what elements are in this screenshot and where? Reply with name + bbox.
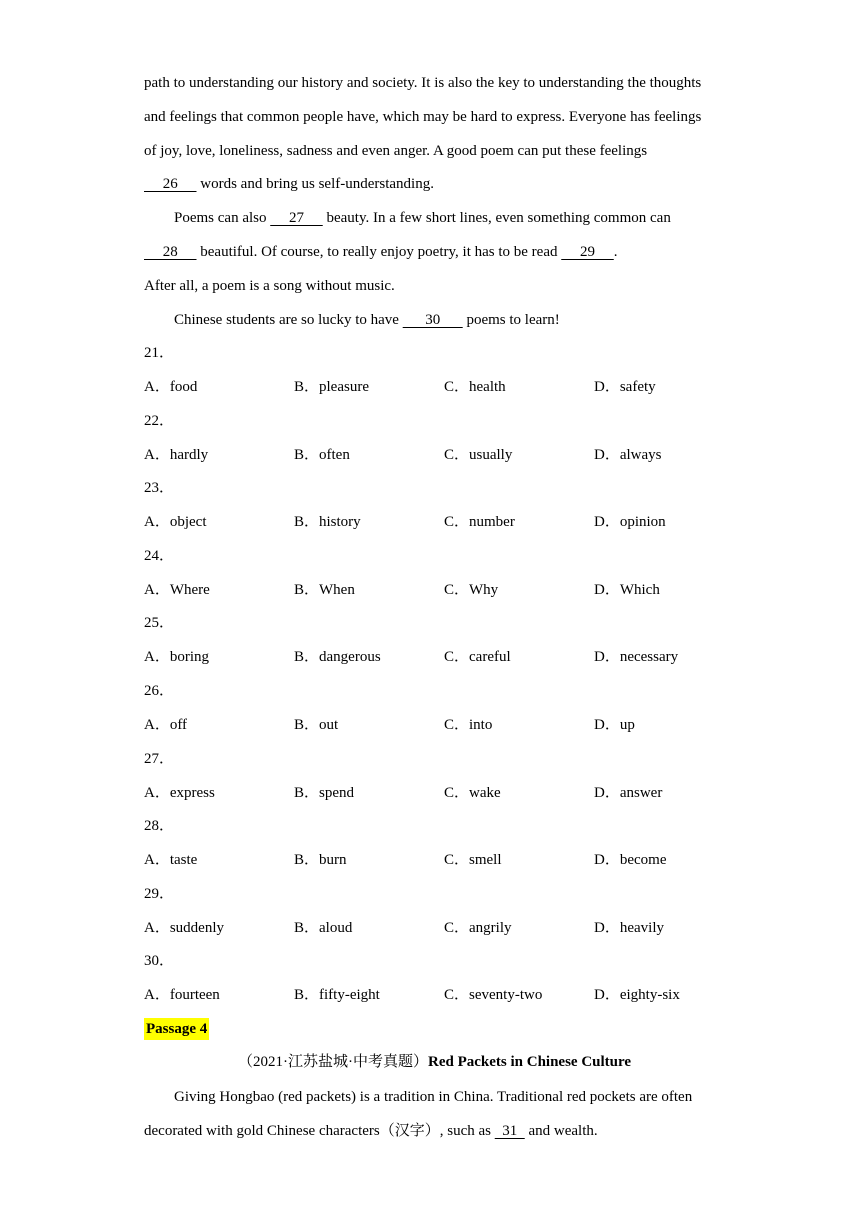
option-b[interactable]: B．pleasure bbox=[294, 379, 369, 395]
option-a[interactable]: A．taste bbox=[144, 852, 198, 869]
option-a[interactable]: A．suddenly bbox=[144, 919, 224, 936]
question-number: 26． bbox=[144, 683, 175, 699]
option-c[interactable]: C．seventy-two bbox=[444, 987, 543, 1004]
passage-line bbox=[174, 310, 560, 330]
passage-line bbox=[144, 1121, 598, 1141]
option-a[interactable]: A．hardly bbox=[144, 446, 209, 463]
option-b[interactable]: B．spend bbox=[294, 784, 355, 801]
option-b[interactable]: B．burn bbox=[294, 852, 347, 869]
question-number: 27． bbox=[144, 750, 175, 767]
passage-text: beautiful. Of course, to really enjoy poetry, it has to be read bbox=[196, 244, 562, 260]
option-a[interactable]: A．express bbox=[144, 784, 215, 801]
option-d[interactable]: D．heavily bbox=[594, 919, 664, 936]
option-a[interactable]: A．Where bbox=[144, 581, 210, 598]
option-c[interactable]: C．careful bbox=[444, 649, 511, 666]
passage-line bbox=[144, 242, 618, 262]
option-b[interactable]: B．dangerous bbox=[294, 649, 381, 666]
option-b[interactable]: B．history bbox=[294, 514, 361, 531]
blank-29: 29 bbox=[561, 244, 614, 260]
passage-line: After all, a poem is a song without music. bbox=[144, 278, 395, 294]
passage-line bbox=[174, 208, 671, 228]
option-d[interactable]: D．opinion bbox=[594, 514, 666, 531]
passage-text: beauty. In a few short lines, even something common can bbox=[322, 210, 671, 226]
question-number: 24． bbox=[144, 547, 175, 564]
option-d[interactable]: D．answer bbox=[594, 784, 663, 801]
passage-text: Chinese students are so lucky to have bbox=[174, 312, 403, 328]
question-number: 23． bbox=[144, 480, 175, 497]
blank-31: 31 bbox=[494, 1123, 525, 1139]
blank-26: 26 bbox=[144, 176, 197, 192]
option-b[interactable]: B．out bbox=[294, 717, 339, 733]
source-note: （2021·江苏盐城·中考真题） bbox=[238, 1054, 428, 1070]
passage-line: path to understanding our history and society. It is also the key to understanding the thoughts bbox=[144, 75, 702, 91]
blank-30: 30 bbox=[402, 312, 463, 328]
title-text: Red Packets in Chinese Culture bbox=[428, 1054, 632, 1070]
option-c[interactable]: C．angrily bbox=[444, 919, 512, 936]
option-b[interactable]: B．fifty-eight bbox=[294, 987, 380, 1004]
question-number: 21． bbox=[144, 345, 175, 361]
passage-text: Poems can also bbox=[174, 210, 271, 226]
passage-text: words and bring us self-understanding. bbox=[196, 176, 434, 192]
passage-text: and wealth. bbox=[524, 1123, 598, 1139]
option-d[interactable]: D．safety bbox=[594, 379, 656, 395]
option-d[interactable]: D．always bbox=[594, 446, 662, 463]
option-d[interactable]: D．Which bbox=[594, 581, 660, 598]
option-a[interactable]: A．object bbox=[144, 514, 207, 531]
option-a[interactable]: A．boring bbox=[144, 649, 209, 666]
passage-text: decorated with gold Chinese characters（汉字）, such as bbox=[144, 1123, 495, 1139]
passage-text: poems to learn! bbox=[462, 312, 560, 328]
passage-title bbox=[238, 1052, 631, 1072]
question-number: 29． bbox=[144, 885, 175, 902]
question-number: 22． bbox=[144, 412, 175, 429]
option-c[interactable]: C．number bbox=[444, 514, 515, 531]
option-d[interactable]: D．necessary bbox=[594, 649, 679, 666]
option-b[interactable]: B．aloud bbox=[294, 919, 353, 936]
passage-text: . bbox=[613, 244, 618, 260]
passage-label: Passage 4 bbox=[144, 1018, 209, 1040]
option-c[interactable]: C．smell bbox=[444, 852, 502, 869]
option-a[interactable]: A．food bbox=[144, 379, 198, 395]
blank-28: 28 bbox=[144, 244, 197, 260]
blank-27: 27 bbox=[270, 210, 323, 226]
option-b[interactable]: B．When bbox=[294, 581, 355, 598]
option-d[interactable]: D．become bbox=[594, 852, 667, 869]
question-number: 28． bbox=[144, 818, 175, 835]
option-a[interactable]: A．off bbox=[144, 717, 188, 733]
question-number: 25． bbox=[144, 615, 175, 632]
option-b[interactable]: B．often bbox=[294, 446, 350, 463]
question-number: 30． bbox=[144, 953, 175, 970]
option-c[interactable]: C．usually bbox=[444, 446, 513, 463]
option-d[interactable]: D．eighty-six bbox=[594, 987, 680, 1004]
option-c[interactable]: C．health bbox=[444, 379, 506, 395]
option-c[interactable]: C．into bbox=[444, 717, 493, 733]
option-c[interactable]: C．wake bbox=[444, 784, 501, 801]
option-a[interactable]: A．fourteen bbox=[144, 987, 220, 1004]
option-d[interactable]: D．up bbox=[594, 717, 635, 733]
passage-line bbox=[144, 174, 434, 194]
passage-line: and feelings that common people have, which may be hard to express. Everyone has feelings bbox=[144, 109, 702, 125]
passage-line: of joy, love, loneliness, sadness and even anger. A good poem can put these feelings bbox=[144, 143, 648, 159]
passage-line: Giving Hongbao (red packets) is a tradition in China. Traditional red pockets are often bbox=[174, 1089, 693, 1105]
option-c[interactable]: C．Why bbox=[444, 581, 499, 598]
